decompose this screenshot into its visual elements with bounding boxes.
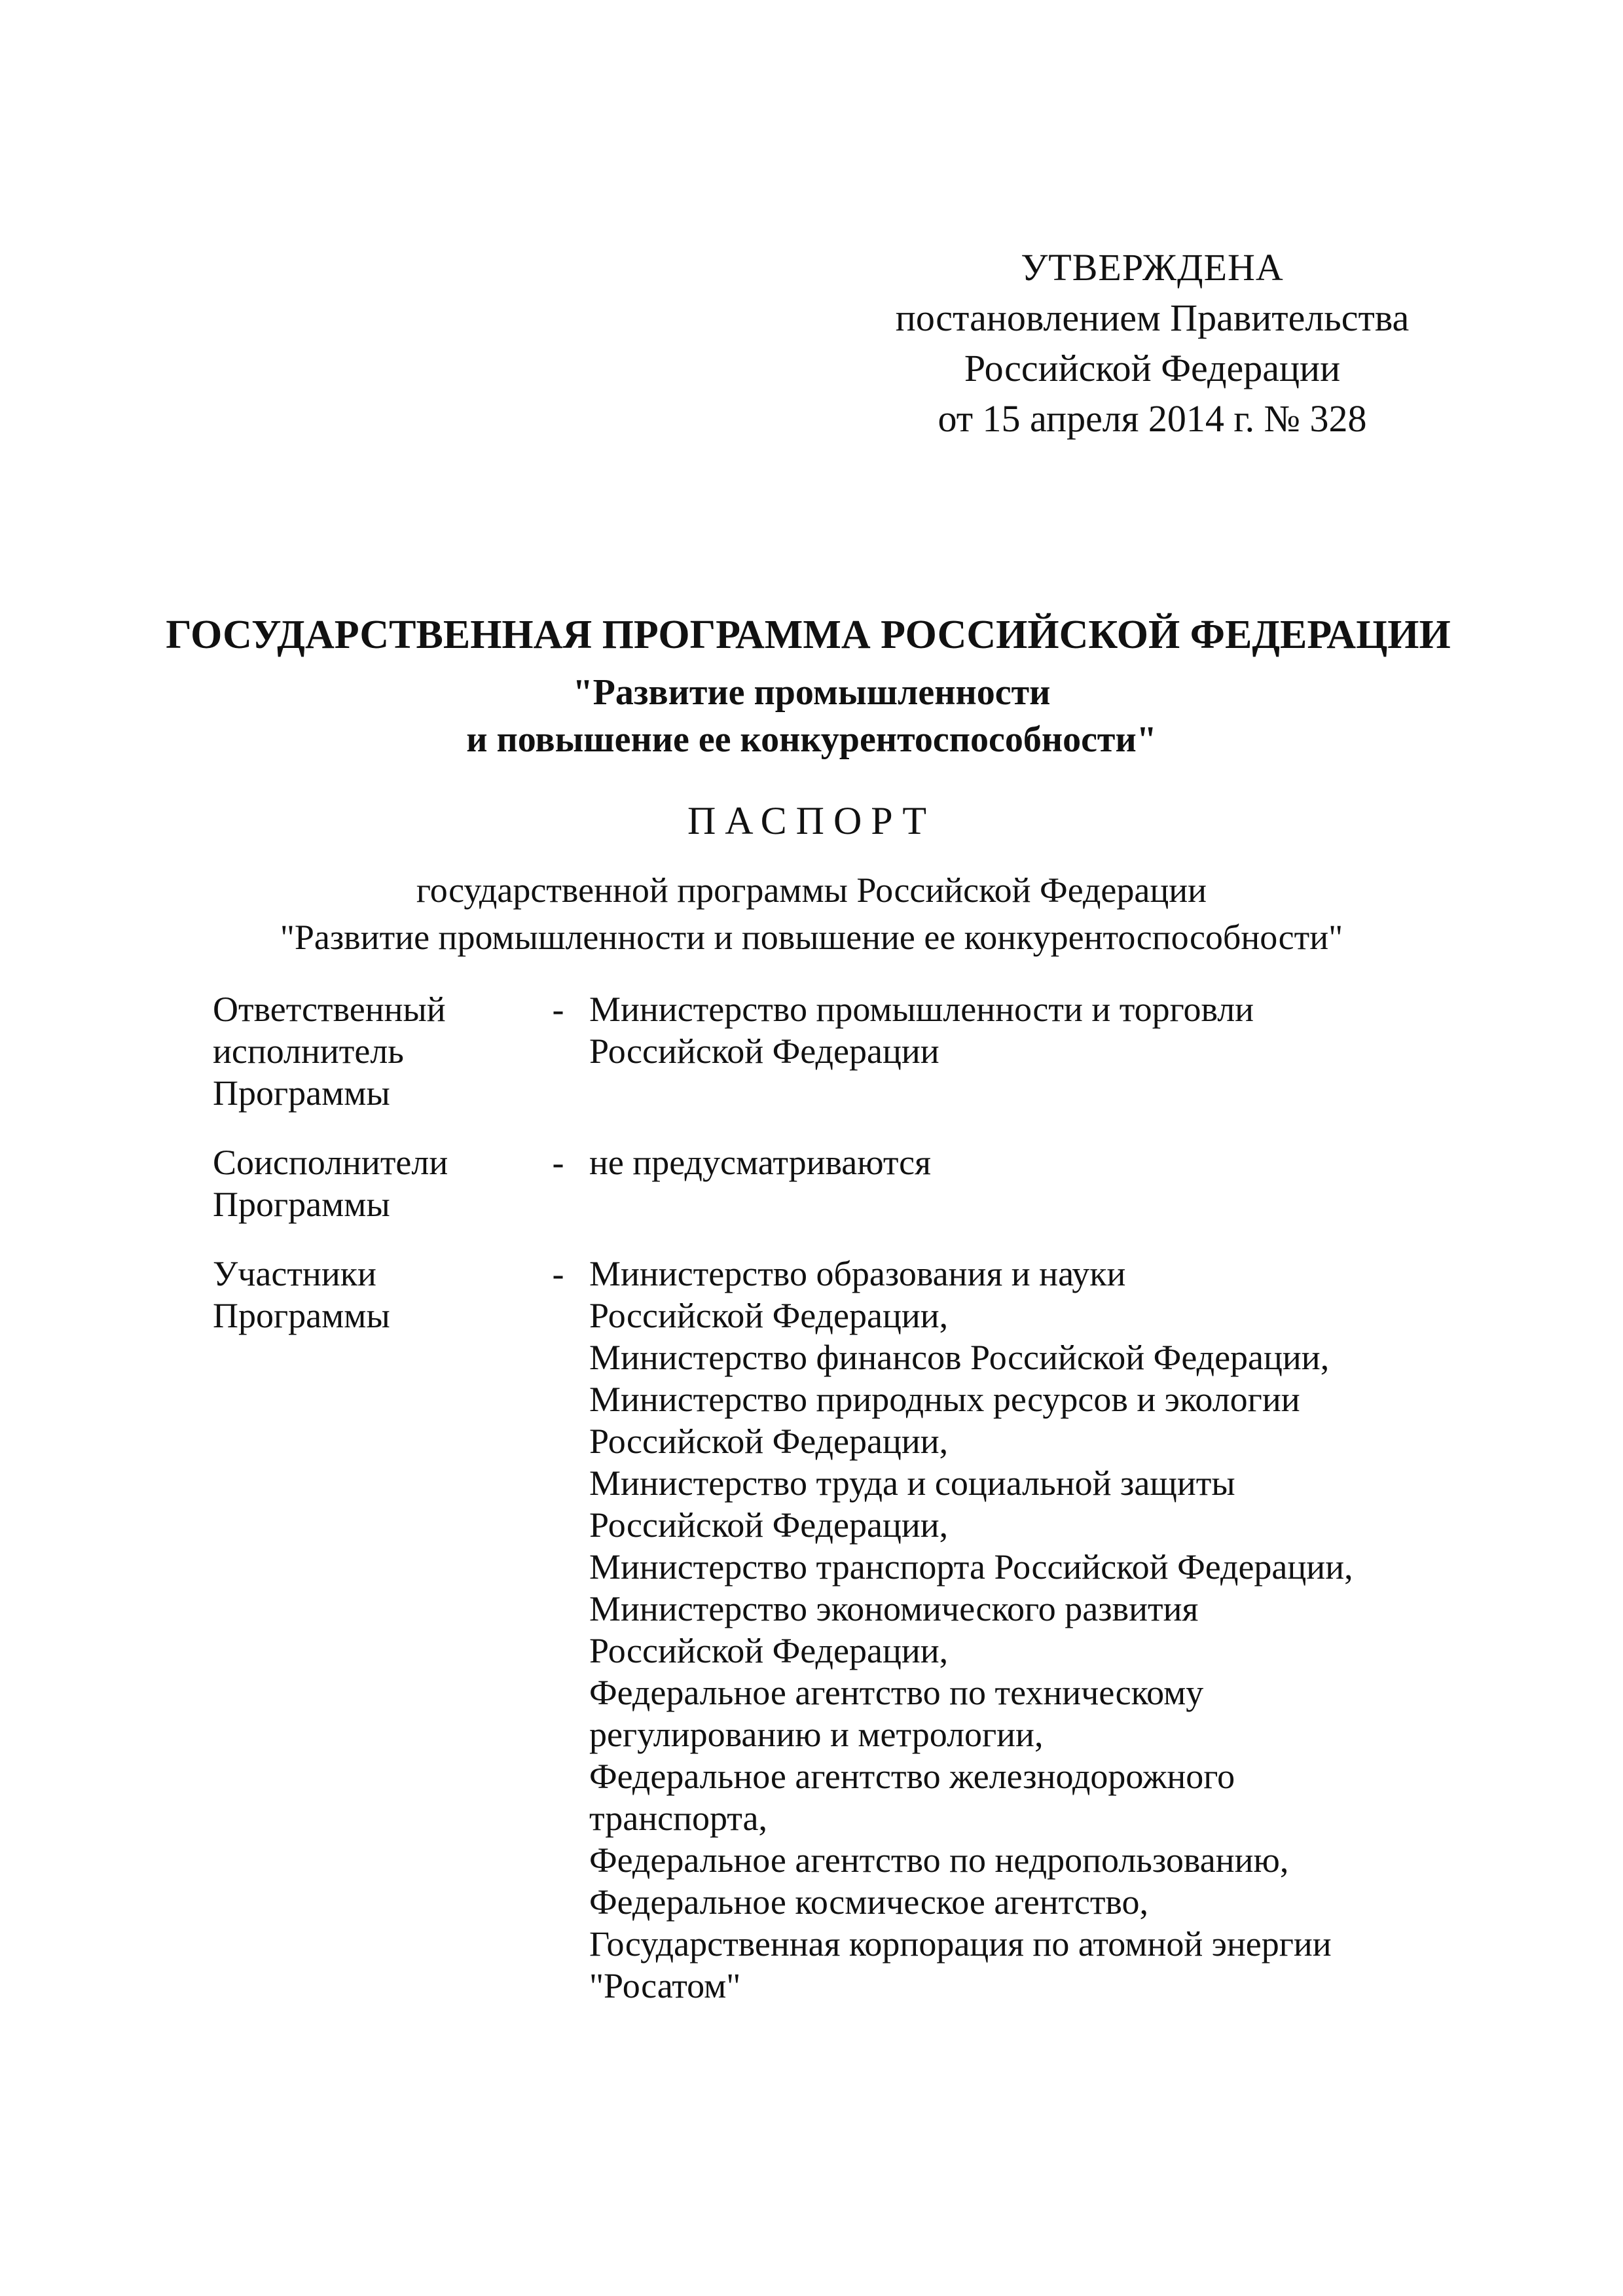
approval-heading: УТВЕРЖДЕНА — [1021, 246, 1284, 289]
row-label-line: исполнитель — [213, 1031, 404, 1071]
document-title-block — [0, 609, 1623, 961]
row-value — [589, 988, 1457, 1114]
row-value-line: Министерство природных ресурсов и экологии — [589, 1380, 1300, 1419]
approval-line-1: постановлением Правительства — [895, 296, 1410, 339]
row-value-line: Российской Федерации, — [589, 1631, 949, 1670]
row-value-line: Российской Федерации, — [589, 1296, 949, 1335]
row-label-line: Соисполнители — [213, 1143, 448, 1182]
passport-heading: ПАСПОРТ — [687, 799, 936, 842]
row-value — [589, 1141, 1457, 1225]
row-dash: - — [552, 1143, 564, 1182]
row-dash: - — [552, 1254, 564, 1293]
row-value-line: Министерство транспорта Российской Федерации, — [589, 1547, 1353, 1587]
row-label-line: Программы — [213, 1073, 390, 1113]
approval-line-3: от 15 апреля 2014 г. № 328 — [938, 397, 1367, 440]
row-value-line: Российской Федерации, — [589, 1422, 949, 1461]
row-value-line: регулированию и метрологии, — [589, 1715, 1044, 1754]
row-value-line: Федеральное агентство по техническому — [589, 1673, 1204, 1712]
row-value-line: Федеральное космическое агентство, — [589, 1882, 1149, 1922]
passport-row-co-executors — [213, 1141, 1457, 1225]
row-value-line: Российской Федерации, — [589, 1505, 949, 1545]
approval-line-2: Российской Федерации — [964, 347, 1341, 389]
row-value-line: транспорта, — [589, 1799, 768, 1838]
row-value-line: не предусматриваются — [589, 1143, 931, 1182]
approval-stamp-block — [877, 242, 1427, 444]
row-dash: - — [552, 990, 564, 1029]
row-label — [213, 988, 527, 1114]
row-value-line: Министерство экономического развития — [589, 1589, 1199, 1628]
passport-subheading-line-1: государственной программы Российской Федерации — [416, 870, 1207, 910]
program-title: ГОСУДАРСТВЕННАЯ ПРОГРАММА РОССИЙСКОЙ ФЕДЕРАЦИИ — [166, 613, 1451, 657]
row-value-line: Министерство труда и социальной защиты — [589, 1463, 1235, 1503]
row-value-line: Министерство финансов Российской Федерации, — [589, 1338, 1330, 1377]
row-value-line: Министерство образования и науки — [589, 1254, 1126, 1293]
program-subtitle — [0, 669, 1623, 763]
program-subtitle-line-1: "Развитие промышленности — [572, 672, 1051, 713]
row-label — [213, 1141, 527, 1225]
row-value-line: Федеральное агентство железнодорожного — [589, 1757, 1235, 1796]
row-label-line: Программы — [213, 1296, 390, 1335]
row-value-line: Федеральное агентство по недропользованию, — [589, 1840, 1289, 1880]
row-label-line: Программы — [213, 1185, 390, 1224]
row-value-line: Государственная корпорация по атомной энергии — [589, 1924, 1332, 1964]
program-subtitle-line-2: и повышение ее конкурентоспособности" — [466, 719, 1157, 760]
passport-table — [213, 988, 1457, 2034]
passport-subheading — [0, 867, 1623, 961]
row-value-line: "Росатом" — [589, 1966, 741, 2005]
row-label-line: Участники — [213, 1254, 376, 1293]
passport-row-responsible — [213, 988, 1457, 1114]
row-label-line: Ответственный — [213, 990, 446, 1029]
passport-subheading-line-2: "Развитие промышленности и повышение ее конкурентоспособности" — [280, 918, 1343, 957]
passport-row-participants — [213, 1253, 1457, 2007]
row-value-line: Российской Федерации — [589, 1031, 939, 1071]
row-value — [589, 1253, 1457, 2007]
row-label — [213, 1253, 527, 2007]
row-value-line: Министерство промышленности и торговли — [589, 990, 1254, 1029]
